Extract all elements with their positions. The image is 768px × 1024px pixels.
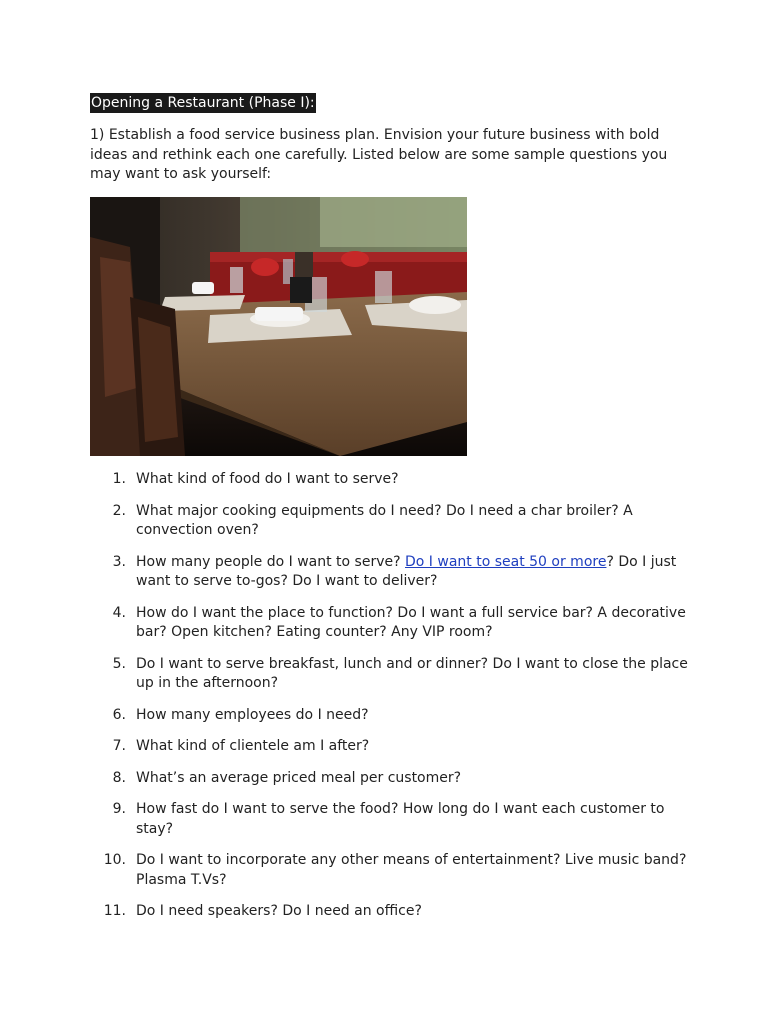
question-text (136, 553, 690, 592)
question-number: 5. (112, 655, 126, 672)
question-text: What’s an average priced meal per customer? (136, 769, 462, 786)
question-text: What major cooking equipments do I need? Do I need a char broiler? A convection oven? (136, 502, 633, 538)
question-text: Do I need speakers? Do I need an office? (136, 903, 422, 919)
question-item-3 (90, 553, 690, 592)
question-item-6 (90, 706, 690, 726)
question-text: How fast do I want to serve the food? How long do I want each customer to stay? (136, 801, 665, 837)
question-number: 10. (103, 852, 126, 868)
question-text: What kind of clientele am I after? (136, 738, 370, 754)
question-number: 7. (112, 738, 126, 754)
question-text: What kind of food do I want to serve? (136, 471, 399, 487)
question-item-7 (90, 737, 690, 757)
question-item-10 (90, 851, 690, 890)
page-title: Opening a Restaurant (Phase I): (91, 95, 315, 111)
question-text-before: How many people do I want to serve? (136, 553, 405, 570)
question-item-8 (90, 769, 690, 789)
question-item-5 (90, 655, 690, 694)
intro-paragraph: 1) Establish a food service business plan. Envision your future business with bold ideas and rethink each one carefully. Listed below are some sample questions you may want to ask yourself: (90, 127, 668, 182)
question-item-2 (90, 502, 690, 541)
seat-50-link[interactable]: Do I want to seat 50 or more (405, 553, 607, 570)
restaurant-table-photo (90, 197, 467, 456)
question-number: 3. (112, 553, 126, 570)
question-item-11 (90, 902, 690, 922)
question-text: Do I want to incorporate any other means of entertainment? Live music band? Plasma T.Vs? (136, 852, 687, 888)
question-number: 6. (112, 706, 126, 723)
question-text: How do I want the place to function? Do I want a full service bar? A decorative bar? Open kitchen? Eating counter? Any VIP room? (136, 604, 686, 640)
question-item-1 (90, 470, 690, 490)
question-number: 1. (112, 471, 126, 487)
question-text: How many employees do I need? (136, 706, 369, 723)
question-text-after: ? Do I just want to serve to-gos? Do I want to deliver? (136, 553, 677, 589)
question-number: 2. (112, 502, 126, 519)
question-item-9 (90, 800, 690, 839)
question-item-4 (90, 604, 690, 643)
question-number: 9. (112, 801, 126, 817)
question-number: 8. (112, 769, 126, 786)
question-number: 11. (103, 903, 126, 919)
question-number: 4. (112, 604, 126, 621)
question-text: Do I want to serve breakfast, lunch and or dinner? Do I want to close the place up in the afternoon? (136, 655, 688, 691)
question-list (90, 470, 690, 934)
